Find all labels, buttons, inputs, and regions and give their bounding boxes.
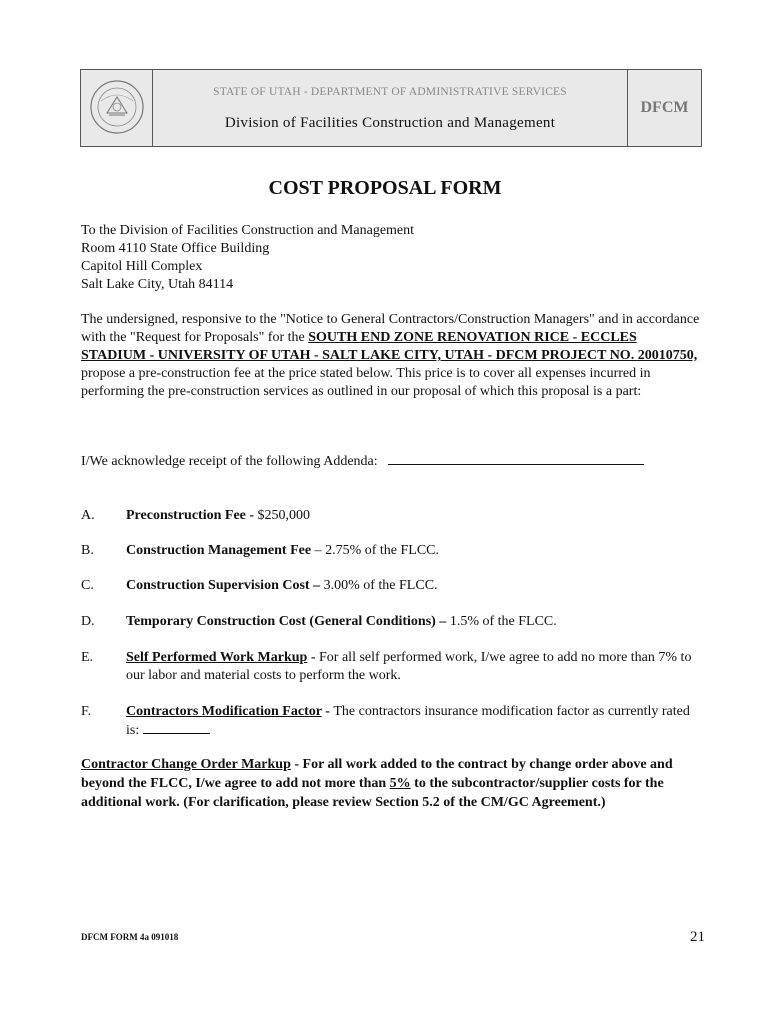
item-letter: A. <box>81 508 95 523</box>
address-line: Room 4110 State Office Building <box>81 241 270 256</box>
item-label: Preconstruction Fee - <box>126 508 258 523</box>
change-order-text: - For all work added to the contract by change order above and beyond the FLCC, I/we agree to add not more than <box>81 757 673 791</box>
item-text: The contractors insurance modification factor as currently rated is: <box>126 704 690 738</box>
intro-text: The undersigned, responsive to the "Notice to General Contractors/Construction Managers" and in accordance with the "Request for Proposals" for the <box>81 312 700 345</box>
seal-cell <box>81 70 153 146</box>
change-order-text-cont: to the subcontractor/supplier costs for the additional work. (For clarification, please review Section 5.2 of the CM/GC Agreement.) <box>81 776 664 810</box>
address-line: Salt Lake City, Utah 84114 <box>81 277 234 292</box>
division-title: Division of Facilities Construction and Management <box>224 115 556 131</box>
addenda-label: I/We acknowledge receipt of the following Addenda: <box>81 454 378 469</box>
item-label: Construction Management Fee <box>126 543 312 558</box>
item-letter: C. <box>81 578 94 593</box>
intro-paragraph <box>81 311 701 401</box>
item-text: $250,000 <box>257 508 311 523</box>
page-number: 21 <box>690 929 705 945</box>
modification-factor-field[interactable] <box>143 721 210 734</box>
addenda-field[interactable] <box>388 452 644 465</box>
item-text: – 2.75% of the FLCC. <box>311 543 440 558</box>
form-title: COST PROPOSAL FORM <box>268 177 502 199</box>
change-order-percent: 5% <box>389 776 411 791</box>
address-block <box>81 222 414 294</box>
item-label: Contractors Modification Factor <box>126 704 322 719</box>
item-d <box>81 613 706 631</box>
item-letter: F. <box>81 704 92 719</box>
item-text: 3.00% of the FLCC. <box>323 578 438 593</box>
item-letter: B. <box>81 543 94 558</box>
change-order-paragraph <box>81 755 706 812</box>
item-letter: E. <box>81 650 94 665</box>
item-label: Self Performed Work Markup <box>126 650 308 665</box>
project-name: SOUTH END ZONE RENOVATION RICE - ECCLES STADIUM - UNIVERSITY OF UTAH - SALT LAKE CITY, UTAH - DFCM PROJECT NO. 20010750, <box>81 330 698 363</box>
item-label: Temporary Construction Cost (General Conditions) – <box>126 614 450 629</box>
badge-cell <box>627 70 701 146</box>
item-f <box>81 703 706 740</box>
utah-state-seal-icon <box>89 79 145 135</box>
item-sep: - <box>307 650 320 665</box>
form-id: DFCM FORM 4a 091018 <box>81 932 179 942</box>
item-text: 1.5% of the FLCC. <box>449 614 557 629</box>
department-subtitle: STATE OF UTAH - DEPARTMENT OF ADMINISTRATIVE SERVICES <box>213 86 567 98</box>
letterhead-text <box>152 70 628 146</box>
item-text: For all self performed work, I/we agree to add no more than 7% to our labor and material costs to perform the work. <box>126 650 692 683</box>
letterhead <box>80 69 702 147</box>
intro-text-cont: propose a pre-construction fee at the price stated below. This price is to cover all expenses incurred in performing the pre-construction services as outlined in our proposal of which this proposal is a part: <box>81 366 651 399</box>
item-letter: D. <box>81 614 95 629</box>
address-line: Capitol Hill Complex <box>81 259 203 274</box>
dfcm-badge: DFCM <box>640 99 689 116</box>
item-e <box>81 649 706 685</box>
item-c <box>81 577 706 595</box>
change-order-label: Contractor Change Order Markup <box>81 757 291 772</box>
item-sep: - <box>321 704 334 719</box>
item-label: Construction Supervision Cost – <box>126 578 324 593</box>
item-b <box>81 542 706 560</box>
item-a <box>81 507 706 525</box>
addenda-acknowledgement <box>81 452 644 470</box>
address-line: To the Division of Facilities Construction and Management <box>81 223 415 238</box>
